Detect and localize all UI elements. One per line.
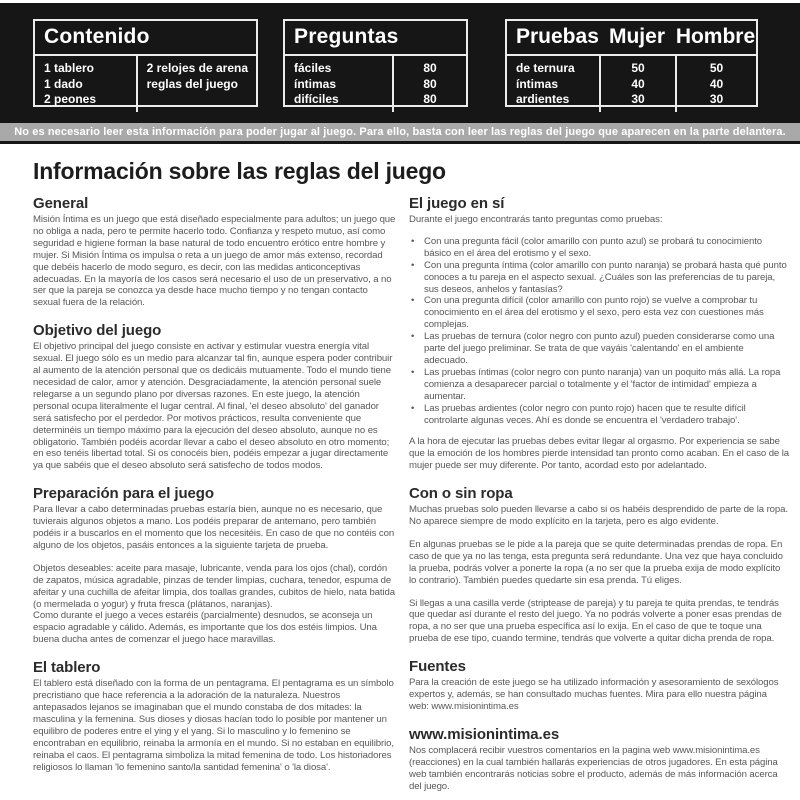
paragraph: Si llegas a una casilla verde (striptease de pareja) y tu pareja te quita prendas, te tendrás que quedar así durante el resto del juego. Ya no podrás volverte a poner esas prendas de ropa, a no ser que una prueba específica así lo exija. En el caso de que te toque una prueba de ese tipo, cuando termine, tendrás que volverte a quitar dicha prenda de ropa.	[409, 597, 782, 645]
section-clothes	[409, 485, 789, 645]
questions-title: Preguntas	[285, 21, 466, 56]
bullet-text: Con una pregunta íntima (color amarillo con punto naranja) se probará hasta qué punto conoces a tu pareja en el aspecto sexual. ¿Cuáles son las preferencias de tu pareja, sus deseos, anhelos y fantasías?	[424, 259, 787, 295]
main-content	[0, 146, 800, 800]
column-header-man: Hombre	[675, 25, 756, 48]
challenges-box	[505, 19, 758, 107]
contents-col-2	[138, 56, 256, 112]
contents-body	[35, 56, 256, 112]
question-type-label: íntimas	[294, 76, 337, 91]
left-column	[33, 195, 396, 800]
bullet-text: Las pruebas de ternura (color negro con punto azul) pueden considerarse como una parte del juego preliminar. Se trata de que vayáis 'calentando' en el ambiente adecuado.	[424, 331, 775, 366]
contents-item: 1 tablero	[44, 61, 95, 75]
section-heading-the-game: El juego en sí	[409, 195, 505, 212]
section-heading-sources: Fuentes	[409, 658, 466, 676]
section-heading-objective: Objetivo del juego	[33, 322, 162, 340]
challenge-count: 50	[631, 61, 645, 75]
challenge-counts-man	[675, 56, 756, 112]
bullet-list	[409, 236, 789, 427]
contents-item: reglas del juego	[146, 76, 238, 91]
section-general	[33, 195, 396, 309]
challenge-count: 40	[631, 76, 645, 91]
section-preparation	[33, 485, 396, 646]
bullet-text: Con una pregunta difícil (color amarillo con punto rojo) se vuelve a comprobar tu conocimiento en el área del erotismo y el sexo, pero esta vez con cuestiones más complejas.	[424, 295, 764, 331]
bullet-icon: •	[411, 259, 415, 271]
bullet-icon: •	[411, 295, 415, 307]
list-item	[409, 367, 789, 403]
section-the-game	[409, 195, 789, 472]
challenges-header-row	[507, 21, 756, 56]
list-item	[409, 236, 789, 260]
right-column	[409, 195, 789, 800]
contents-item: 1 dado	[44, 76, 83, 91]
challenge-labels	[507, 56, 599, 112]
paragraph: Para la creación de este juego se ha utilizado información y asesoramiento de sexólogos expertos y, además, se han consultado muchas fuentes. Mira para ello nuestra página web: www.misionintima.es	[409, 677, 779, 712]
section-heading-preparation: Preparación para el juego	[33, 485, 214, 503]
section-heading-website: www.misionintima.es	[409, 725, 560, 743]
challenges-body	[507, 56, 756, 112]
two-column-layout	[33, 195, 800, 800]
questions-labels	[285, 56, 394, 112]
challenge-type-label: de ternura	[516, 61, 575, 75]
question-count: 80	[423, 61, 437, 75]
bullet-icon: •	[411, 235, 415, 247]
question-type-label: fáciles	[294, 61, 332, 75]
contents-title: Contenido	[35, 21, 256, 56]
challenge-count: 40	[709, 76, 724, 91]
question-count: 80	[423, 76, 437, 91]
paragraph: Como durante el juego a veces estaréis (parcialmente) desnudos, se aconseja un espacio agradable y cálido. Además, es importante que los dos estéis limpios. Una buena ducha antes de comenzar el juego hace maravillas.	[33, 610, 377, 646]
questions-box	[283, 19, 468, 107]
challenges-title: Pruebas	[516, 25, 599, 48]
challenge-count: 30	[709, 92, 724, 106]
section-heading-clothes: Con o sin ropa	[409, 485, 513, 503]
section-heading-general: General	[33, 195, 89, 212]
challenge-counts-woman	[599, 56, 675, 112]
bullet-text: Las pruebas ardientes (color negro con punto rojo) hacen que te resulte difícil controlarte algunas veces. Ahí es donde se encuentra el 'verdadero trabajo'.	[424, 402, 746, 426]
page-title: Información sobre las reglas del juego	[33, 158, 446, 184]
column-header-woman: Mujer	[608, 25, 665, 48]
bullet-icon: •	[411, 402, 415, 414]
challenge-type-label: íntimas	[516, 76, 559, 91]
paragraph: Durante el juego encontrarás tanto preguntas como pruebas:	[409, 214, 663, 225]
questions-body	[285, 56, 466, 112]
bullet-text: Con una pregunta fácil (color amarillo con punto azul) se probará tu conocimiento básico en el área del erotismo y el sexo.	[424, 235, 763, 259]
paragraph: Para llevar a cabo determinadas pruebas estaría bien, aunque no es necesario, que tuvierais algunos objetos a mano. Los podéis preparar de antemano, pero también podéis ir a buscarlos en el momento que los necesitéis. En caso de que no contéis con alguno de los objetos, pasáis entonces a la siguiente tarjeta de prueba.	[33, 504, 395, 551]
section-board	[33, 659, 396, 773]
contents-box	[33, 19, 258, 107]
question-type-label: difíciles	[294, 92, 339, 106]
bullet-text: Las pruebas íntimas (color negro con punto naranja) van un poquito más allá. La ropa comienza a desaparecer parcial o totalmente y el 'factor de intimidad' empieza a aumentar.	[424, 366, 781, 402]
question-count: 80	[423, 92, 437, 106]
section-website	[409, 726, 789, 793]
questions-counts	[394, 56, 466, 112]
paragraph: A la hora de ejecutar las pruebas debes evitar llegar al orgasmo. Por experiencia se sabe que la emoción de los hombres pierde intensidad tan pronto como acaban. En el caso de la mujer puede ser muy diferente. Por tanto, acordad esto por adelantado.	[409, 436, 789, 472]
contents-col-1	[35, 56, 138, 112]
list-item	[409, 295, 789, 331]
section-heading-board: El tablero	[33, 659, 101, 677]
contents-item: 2 relojes de arena	[146, 61, 248, 75]
paragraph: Muchas pruebas solo pueden llevarse a cabo si os habéis desprendido de parte de la ropa. No aparece siempre de modo explícito en la tarjeta, pero es algo evidente.	[409, 504, 788, 528]
challenge-count: 50	[709, 61, 724, 75]
paragraph: Nos complacerá recibir vuestros comentarios en la pagina web www.misionintima.es (reacciones) en la cual también hallarás experiencias de otros jugadores. En esta página web también encontrarás noticias sobre el producto, además de más información acerca del juego.	[409, 744, 778, 792]
section-objective	[33, 322, 396, 472]
list-item	[409, 260, 789, 296]
section-sources	[409, 658, 789, 713]
bullet-icon: •	[411, 331, 415, 343]
bullet-icon: •	[411, 366, 415, 378]
notice-banner: No es necesario leer esta información para poder jugar al juego. Para ello, basta con leer las reglas del juego que aparecen en la parte delantera.	[0, 123, 800, 144]
challenge-type-label: ardientes	[516, 92, 570, 106]
paragraph: Misión Íntima es un juego que está diseñado especialmente para adultos; un juego que no obliga a nada, pero te permite hacerlo todo. Confianza y respeto mutuo, así como seguridad e higiene forman la base natural de todo encuentro erótico entre hombre y mujer. Si Misión Íntima os impulsa o reta a un juego de amor más extenso, recordad que debéis hacerlo de modo seguro, es decir, con las medidas anticonceptivas adecuadas. En la mayoría de los casos será necesario el uso de un preservativo, a no ser que la pareja se conozca ya desde hace mucho tiempo y no tengan contacto sexual fuera de la relación.	[33, 214, 396, 309]
paragraph: El objetivo principal del juego consiste en activar y estimular vuestra energía vital sexual. El juego sólo es un medio para alcanzar tal fin, aunque espera poder contribuir al aumento de la atención personal que os dedicáis mutuamente. Todo el mundo tiene necesidad de calor, amor y atención. Desgraciadamente, la atención personal suele relegarse a un segundo plano por diversas razones. En este juego, la atención personal ocupa literalmente el lugar central. Al final, 'el deseo absoluto' del ganador será satisfecho por el perdedor. Por motivos prácticos, resulta conveniente que determinéis un tiempo máximo para la ejecución del deseo absoluto, aunque no es obligatorio. También podéis acordar llevar a cabo el deseo absoluto en otro momento; en eso tenéis libertad total. Si os conocéis bien, podéis empezar a jugar directamente ya que sabéis que el deseo absoluto será satisfecho de todos modos.	[33, 341, 393, 472]
list-item	[409, 331, 789, 367]
list-item	[409, 403, 789, 427]
paragraph: En algunas pruebas se le pide a la pareja que se quite determinadas prendas de ropa. En caso de que ya no las tenga, esta pregunta será redundante. Una vez que haya concluido la prueba, podrás volver a ponerte la ropa (a no ser que la prueba exija de modo explícito lo contrario). También puedes quedarte sin esa prenda. Tú eliges.	[409, 538, 783, 586]
paragraph: Objetos deseables: aceite para masaje, lubricante, venda para los ojos (chal), cordón de zapatos, música agradable, pinzas de tender limpias, cuchara, tenedor, espuma de afeitar y una cuchilla de afeitar limpia, dos toallas grandes, cubitos de hielo, nata batida (o mermelada o yogur) y fruta fresca (plátanos, naranjas).	[33, 562, 395, 610]
challenge-count: 30	[631, 92, 645, 106]
header-bar	[0, 3, 800, 123]
contents-item: 2 peones	[44, 92, 97, 106]
paragraph: El tablero está diseñado con la forma de un pentagrama. El pentagrama es un símbolo precristiano que hace referencia a la adoración de la naturaleza. Nuestros antepasados lejanos se imaginaban que el mundo constaba de dos mitades: la masculina y la femenina. Sus dioses y diosas hacían todo lo posible por mantener un equilibro de poderes entre el ying y el yang. Si lo masculino y lo femenino se encontraban en equilibrio, reinaba la armonía en el mundo. Si no estaban en equilibrio, reinaba el caos. El pentagrama simboliza la mitad femenina de todo. Los historiadores religiosos lo llaman 'lo femenino santo/la santidad femenina' o 'la diosa'.	[33, 678, 394, 773]
